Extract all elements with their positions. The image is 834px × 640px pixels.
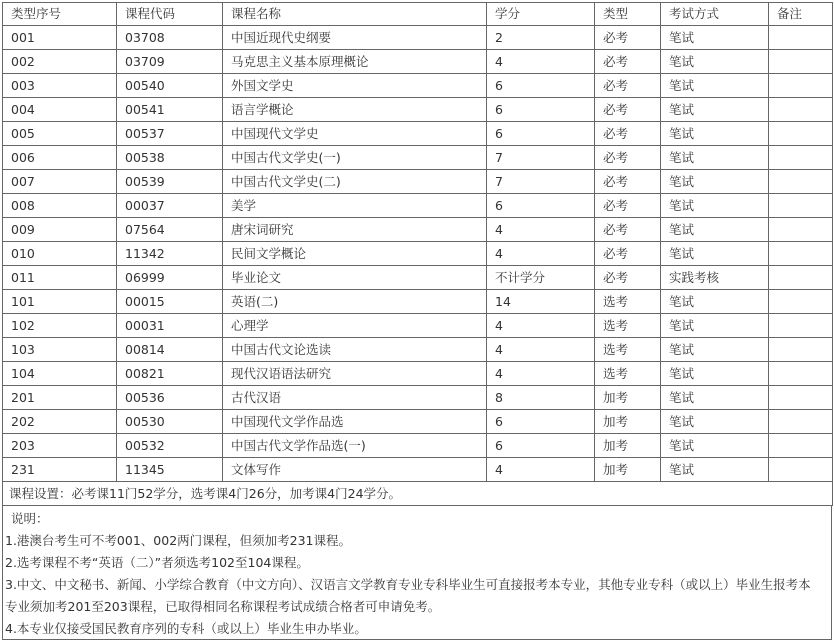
note-item-3-cont: 专业须加考201至203课程，已取得相同名称课程考试成绩合格者可申请免考。 [5, 599, 441, 614]
cell-type-seq: 002 [3, 50, 117, 74]
cell-type: 选考 [595, 338, 661, 362]
cell-course-name: 文体写作 [223, 458, 487, 482]
cell-remarks [769, 50, 833, 74]
cell-type: 必考 [595, 122, 661, 146]
cell-course-name: 现代汉语语法研究 [223, 362, 487, 386]
cell-remarks [769, 314, 833, 338]
cell-credits: 4 [487, 314, 595, 338]
cell-course-name: 英语(二) [223, 290, 487, 314]
table-summary-body [3, 482, 833, 506]
cell-type: 必考 [595, 194, 661, 218]
header-cell-type-seq: 类型序号 [3, 3, 117, 26]
cell-course-code: 00031 [117, 314, 223, 338]
cell-course-code: 00540 [117, 74, 223, 98]
cell-type-seq: 005 [3, 122, 117, 146]
table-row [3, 74, 833, 98]
cell-exam-method: 笔试 [661, 122, 769, 146]
note-item-2: 2.选考课程不考“英语（二）”者须选考102至104课程。 [5, 555, 309, 570]
cell-type-seq: 004 [3, 98, 117, 122]
cell-credits: 4 [487, 458, 595, 482]
cell-type-seq: 203 [3, 434, 117, 458]
cell-type-seq: 007 [3, 170, 117, 194]
cell-type-seq: 202 [3, 410, 117, 434]
header-cell-type: 类型 [595, 3, 661, 26]
table-row [3, 242, 833, 266]
note-item-4: 4.本专业仅接受国民教育序列的专科（或以上）毕业生申办毕业。 [5, 621, 367, 636]
cell-type: 必考 [595, 26, 661, 50]
cell-course-name: 马克思主义基本原理概论 [223, 50, 487, 74]
cell-course-code: 11342 [117, 242, 223, 266]
cell-remarks [769, 362, 833, 386]
cell-exam-method: 笔试 [661, 98, 769, 122]
cell-type-seq: 003 [3, 74, 117, 98]
cell-type-seq: 201 [3, 386, 117, 410]
cell-course-name: 中国近现代史纲要 [223, 26, 487, 50]
cell-type: 加考 [595, 386, 661, 410]
table-row [3, 98, 833, 122]
cell-course-name: 民间文学概论 [223, 242, 487, 266]
cell-course-name: 中国古代文学史(二) [223, 170, 487, 194]
cell-course-code: 06999 [117, 266, 223, 290]
cell-course-code: 00037 [117, 194, 223, 218]
cell-type: 必考 [595, 98, 661, 122]
cell-type: 加考 [595, 410, 661, 434]
cell-credits: 4 [487, 218, 595, 242]
cell-credits: 14 [487, 290, 595, 314]
cell-exam-method: 笔试 [661, 458, 769, 482]
cell-remarks [769, 26, 833, 50]
cell-type: 选考 [595, 314, 661, 338]
cell-credits: 6 [487, 434, 595, 458]
cell-exam-method: 笔试 [661, 26, 769, 50]
cell-remarks [769, 266, 833, 290]
cell-exam-method: 笔试 [661, 434, 769, 458]
cell-remarks [769, 146, 833, 170]
table-row [3, 122, 833, 146]
cell-credits: 8 [487, 386, 595, 410]
notes-title: 说明： [11, 511, 49, 526]
cell-type: 必考 [595, 218, 661, 242]
cell-course-name: 外国文学史 [223, 74, 487, 98]
cell-remarks [769, 290, 833, 314]
header-cell-exam-method: 考试方式 [661, 3, 769, 26]
cell-course-code: 00821 [117, 362, 223, 386]
cell-remarks [769, 194, 833, 218]
cell-course-code: 00536 [117, 386, 223, 410]
table-row [3, 338, 833, 362]
table-row [3, 434, 833, 458]
cell-remarks [769, 338, 833, 362]
cell-type: 加考 [595, 434, 661, 458]
cell-credits: 4 [487, 242, 595, 266]
cell-type-seq: 010 [3, 242, 117, 266]
cell-type-seq: 009 [3, 218, 117, 242]
cell-credits: 6 [487, 194, 595, 218]
table-row [3, 194, 833, 218]
cell-exam-method: 笔试 [661, 362, 769, 386]
cell-type-seq: 001 [3, 26, 117, 50]
cell-type: 加考 [595, 458, 661, 482]
cell-course-name: 中国现代文学作品选 [223, 410, 487, 434]
cell-exam-method: 笔试 [661, 170, 769, 194]
cell-course-name: 毕业论文 [223, 266, 487, 290]
header-cell-course-name: 课程名称 [223, 3, 487, 26]
cell-course-code: 00814 [117, 338, 223, 362]
cell-course-name: 中国古代文论选读 [223, 338, 487, 362]
cell-exam-method: 笔试 [661, 194, 769, 218]
cell-remarks [769, 410, 833, 434]
table-row [3, 26, 833, 50]
cell-exam-method: 笔试 [661, 50, 769, 74]
cell-course-name: 中国古代文学史(一) [223, 146, 487, 170]
cell-credits: 4 [487, 50, 595, 74]
cell-type: 选考 [595, 290, 661, 314]
cell-remarks [769, 170, 833, 194]
cell-course-code: 03709 [117, 50, 223, 74]
cell-course-code: 00541 [117, 98, 223, 122]
cell-exam-method: 笔试 [661, 146, 769, 170]
cell-exam-method: 笔试 [661, 218, 769, 242]
table-row [3, 410, 833, 434]
cell-type-seq: 006 [3, 146, 117, 170]
cell-type-seq: 101 [3, 290, 117, 314]
notes-section [2, 506, 832, 640]
cell-exam-method: 笔试 [661, 242, 769, 266]
cell-type: 选考 [595, 362, 661, 386]
table-row [3, 218, 833, 242]
table-row [3, 362, 833, 386]
cell-type: 必考 [595, 74, 661, 98]
cell-remarks [769, 218, 833, 242]
cell-type-seq: 102 [3, 314, 117, 338]
cell-type-seq: 231 [3, 458, 117, 482]
cell-credits: 2 [487, 26, 595, 50]
table-row [3, 290, 833, 314]
header-cell-credits: 学分 [487, 3, 595, 26]
cell-credits: 6 [487, 74, 595, 98]
cell-credits: 7 [487, 170, 595, 194]
note-item-1: 1.港澳台考生可不考001、002两门课程，但须加考231课程。 [5, 533, 352, 548]
cell-course-code: 11345 [117, 458, 223, 482]
table-row [3, 458, 833, 482]
table-row [3, 170, 833, 194]
cell-course-code: 07564 [117, 218, 223, 242]
summary-row [3, 482, 833, 506]
cell-course-code: 00539 [117, 170, 223, 194]
cell-remarks [769, 242, 833, 266]
cell-remarks [769, 458, 833, 482]
course-table [2, 2, 833, 506]
cell-course-name: 语言学概论 [223, 98, 487, 122]
table-body [3, 3, 833, 482]
cell-credits: 6 [487, 98, 595, 122]
cell-credits: 不计学分 [487, 266, 595, 290]
cell-credits: 7 [487, 146, 595, 170]
cell-course-code: 03708 [117, 26, 223, 50]
cell-type: 必考 [595, 242, 661, 266]
cell-type: 必考 [595, 170, 661, 194]
cell-type-seq: 011 [3, 266, 117, 290]
cell-exam-method: 笔试 [661, 386, 769, 410]
cell-type-seq: 008 [3, 194, 117, 218]
table-row [3, 386, 833, 410]
cell-course-name: 中国现代文学史 [223, 122, 487, 146]
cell-exam-method: 实践考核 [661, 266, 769, 290]
cell-type: 必考 [595, 146, 661, 170]
cell-course-name: 心理学 [223, 314, 487, 338]
cell-credits: 6 [487, 410, 595, 434]
table-row [3, 146, 833, 170]
header-cell-course-code: 课程代码 [117, 3, 223, 26]
cell-remarks [769, 386, 833, 410]
cell-exam-method: 笔试 [661, 338, 769, 362]
cell-type: 必考 [595, 266, 661, 290]
summary-cell: 课程设置：必考课11门52学分，选考课4门26分，加考课4门24学分。 [3, 482, 833, 506]
cell-credits: 4 [487, 338, 595, 362]
cell-course-code: 00530 [117, 410, 223, 434]
cell-type: 必考 [595, 50, 661, 74]
cell-course-name: 古代汉语 [223, 386, 487, 410]
table-row [3, 266, 833, 290]
cell-course-code: 00532 [117, 434, 223, 458]
table-row [3, 50, 833, 74]
cell-course-name: 中国古代文学作品选(一) [223, 434, 487, 458]
cell-exam-method: 笔试 [661, 314, 769, 338]
cell-course-code: 00015 [117, 290, 223, 314]
cell-credits: 6 [487, 122, 595, 146]
cell-course-name: 唐宋词研究 [223, 218, 487, 242]
cell-remarks [769, 98, 833, 122]
cell-exam-method: 笔试 [661, 290, 769, 314]
cell-course-code: 00538 [117, 146, 223, 170]
cell-course-name: 美学 [223, 194, 487, 218]
cell-credits: 4 [487, 362, 595, 386]
cell-course-code: 00537 [117, 122, 223, 146]
table-header-row [3, 3, 833, 26]
cell-remarks [769, 434, 833, 458]
cell-type-seq: 103 [3, 338, 117, 362]
cell-exam-method: 笔试 [661, 410, 769, 434]
note-item-3: 3.中文、中文秘书、新闻、小学综合教育（中文方向）、汉语言文学教育专业专科毕业生可直接报考本专业，其他专业专科（或以上）毕业生报考本 [5, 577, 811, 592]
cell-remarks [769, 74, 833, 98]
cell-exam-method: 笔试 [661, 74, 769, 98]
cell-type-seq: 104 [3, 362, 117, 386]
table-row [3, 314, 833, 338]
header-cell-remarks: 备注 [769, 3, 833, 26]
cell-remarks [769, 122, 833, 146]
